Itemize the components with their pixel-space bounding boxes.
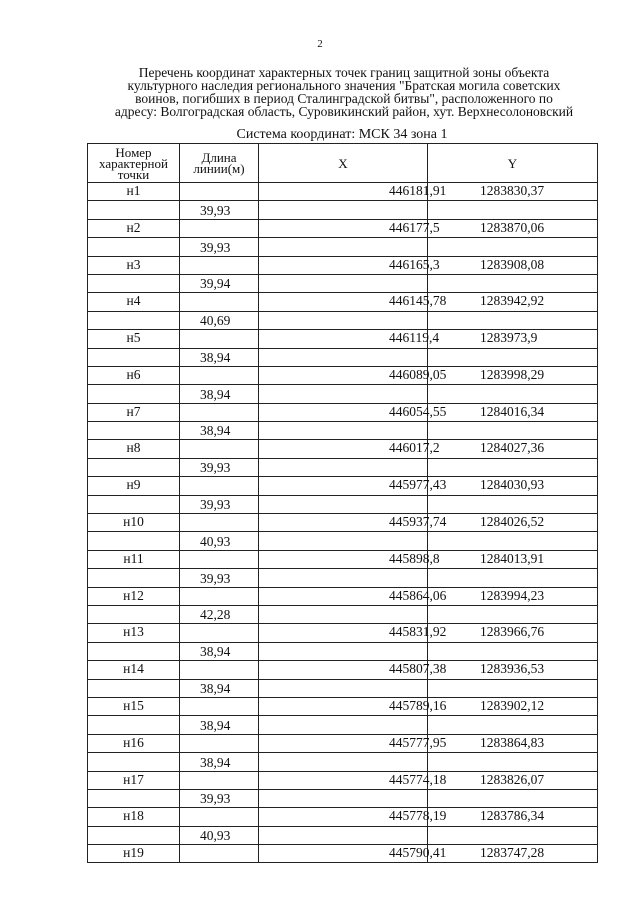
coordinates-table-body [88, 183, 598, 863]
empty-cell [259, 679, 428, 697]
segment-row [88, 201, 598, 219]
empty-cell [180, 661, 259, 679]
x-coordinate-cell: 445864,06 [259, 587, 428, 605]
point-number-cell: н1 [88, 183, 180, 201]
line-length-cell: 39,93 [180, 569, 259, 587]
table-row [88, 550, 598, 568]
x-coordinate-cell: 446017,2 [259, 440, 428, 458]
table-row [88, 293, 598, 311]
header-text: точки [117, 166, 150, 182]
line-length-cell: 40,93 [180, 826, 259, 844]
empty-cell [259, 826, 428, 844]
empty-cell [180, 845, 259, 863]
y-coordinate-cell: 1283908,08 [428, 256, 598, 274]
line-length-cell: 38,94 [180, 753, 259, 771]
segment-row [88, 569, 598, 587]
line-length-cell: 38,94 [180, 716, 259, 734]
empty-cell [428, 422, 598, 440]
empty-cell [180, 808, 259, 826]
y-coordinate-cell: 1283747,28 [428, 845, 598, 863]
x-coordinate-cell: 445777,95 [259, 734, 428, 752]
line-length-cell: 40,93 [180, 532, 259, 550]
empty-cell [259, 311, 428, 329]
empty-cell [259, 458, 428, 476]
empty-cell [88, 716, 180, 734]
y-coordinate-cell: 1284026,52 [428, 514, 598, 532]
empty-cell [428, 642, 598, 660]
empty-cell [259, 422, 428, 440]
page-number: 2 [317, 38, 323, 50]
empty-cell [259, 569, 428, 587]
table-row [88, 366, 598, 384]
segment-row [88, 605, 598, 623]
line-length-cell: 38,94 [180, 385, 259, 403]
empty-cell [180, 219, 259, 237]
point-number-cell: н12 [88, 587, 180, 605]
header-text: Номер [115, 144, 152, 160]
table-row [88, 403, 598, 421]
empty-cell [259, 716, 428, 734]
empty-cell [428, 532, 598, 550]
segment-row [88, 311, 598, 329]
point-number-cell: н19 [88, 845, 180, 863]
y-coordinate-cell: 1284030,93 [428, 477, 598, 495]
x-coordinate-cell: 446145,78 [259, 293, 428, 311]
line-length-cell: 39,93 [180, 201, 259, 219]
segment-row [88, 458, 598, 476]
empty-cell [88, 348, 180, 366]
y-coordinate-cell: 1283936,53 [428, 661, 598, 679]
table-row [88, 587, 598, 605]
table-row [88, 697, 598, 715]
coordinates-table [87, 143, 598, 863]
empty-cell [88, 238, 180, 256]
x-coordinate-cell: 445977,43 [259, 477, 428, 495]
point-number-cell: н18 [88, 808, 180, 826]
empty-cell [180, 734, 259, 752]
y-coordinate-cell: 1283826,07 [428, 771, 598, 789]
title-line: культурного наследия регионального значения "Братская могила советских [127, 78, 561, 93]
empty-cell [180, 550, 259, 568]
empty-cell [180, 256, 259, 274]
segment-row [88, 716, 598, 734]
line-length-cell: 38,94 [180, 348, 259, 366]
empty-cell [259, 605, 428, 623]
empty-cell [428, 716, 598, 734]
header-line-length [180, 144, 259, 183]
empty-cell [428, 605, 598, 623]
point-number-cell: н11 [88, 550, 180, 568]
header-text: характерной [99, 155, 168, 171]
segment-row [88, 422, 598, 440]
empty-cell [88, 826, 180, 844]
table-row [88, 219, 598, 237]
segment-row [88, 679, 598, 697]
x-coordinate-cell: 445937,74 [259, 514, 428, 532]
empty-cell [259, 789, 428, 807]
segment-row [88, 348, 598, 366]
title-line: адресу: Волгоградская область, Суровикинский район, хут. Верхнесолоновский [114, 104, 574, 119]
line-length-cell: 39,94 [180, 274, 259, 292]
header-point-number [88, 144, 180, 183]
point-number-cell: н3 [88, 256, 180, 274]
x-coordinate-cell: 445774,18 [259, 771, 428, 789]
header-x: X [259, 144, 428, 183]
empty-cell [428, 311, 598, 329]
segment-row [88, 532, 598, 550]
empty-cell [88, 274, 180, 292]
table-row [88, 183, 598, 201]
x-coordinate-cell: 446181,91 [259, 183, 428, 201]
y-coordinate-cell: 1283998,29 [428, 366, 598, 384]
table-row [88, 477, 598, 495]
empty-cell [88, 753, 180, 771]
y-coordinate-cell: 1283870,06 [428, 219, 598, 237]
table-row [88, 256, 598, 274]
segment-row [88, 495, 598, 513]
empty-cell [259, 642, 428, 660]
line-length-cell: 39,93 [180, 495, 259, 513]
empty-cell [88, 679, 180, 697]
y-coordinate-cell: 1284013,91 [428, 550, 598, 568]
line-length-cell: 38,94 [180, 642, 259, 660]
empty-cell [180, 514, 259, 532]
empty-cell [88, 458, 180, 476]
empty-cell [88, 605, 180, 623]
x-coordinate-cell: 446165,3 [259, 256, 428, 274]
empty-cell [428, 569, 598, 587]
empty-cell [428, 238, 598, 256]
point-number-cell: н5 [88, 330, 180, 348]
table-row [88, 808, 598, 826]
y-coordinate-cell: 1284027,36 [428, 440, 598, 458]
empty-cell [88, 422, 180, 440]
empty-cell [180, 330, 259, 348]
segment-row [88, 753, 598, 771]
empty-cell [428, 348, 598, 366]
point-number-cell: н7 [88, 403, 180, 421]
empty-cell [88, 311, 180, 329]
empty-cell [259, 753, 428, 771]
empty-cell [180, 477, 259, 495]
y-coordinate-cell: 1284016,34 [428, 403, 598, 421]
line-length-cell: 40,69 [180, 311, 259, 329]
empty-cell [180, 366, 259, 384]
empty-cell [259, 495, 428, 513]
title-line: воинов, погибших в период Сталинградской битвы", расположенного по [135, 91, 553, 106]
point-number-cell: н4 [88, 293, 180, 311]
empty-cell [428, 826, 598, 844]
header-text: Длина [201, 150, 237, 165]
point-number-cell: н17 [88, 771, 180, 789]
empty-cell [180, 771, 259, 789]
point-number-cell: н8 [88, 440, 180, 458]
x-coordinate-cell: 445790,41 [259, 845, 428, 863]
y-coordinate-cell: 1283973,9 [428, 330, 598, 348]
empty-cell [428, 495, 598, 513]
y-coordinate-cell: 1283902,12 [428, 697, 598, 715]
point-number-cell: н14 [88, 661, 180, 679]
empty-cell [259, 532, 428, 550]
segment-row [88, 642, 598, 660]
coordinate-system-label: Система координат: МСК 34 зона 1 [236, 127, 448, 142]
empty-cell [259, 348, 428, 366]
point-number-cell: н9 [88, 477, 180, 495]
table-row [88, 440, 598, 458]
x-coordinate-cell: 446089,05 [259, 366, 428, 384]
line-length-cell: 38,94 [180, 679, 259, 697]
table-row [88, 330, 598, 348]
title-line: Перечень координат характерных точек границ защитной зоны объекта [138, 65, 550, 80]
empty-cell [180, 587, 259, 605]
table-row [88, 661, 598, 679]
empty-cell [428, 274, 598, 292]
y-coordinate-cell: 1283864,83 [428, 734, 598, 752]
x-coordinate-cell: 445807,38 [259, 661, 428, 679]
line-length-cell: 39,93 [180, 458, 259, 476]
segment-row [88, 826, 598, 844]
line-length-cell: 39,93 [180, 238, 259, 256]
empty-cell [180, 624, 259, 642]
segment-row [88, 238, 598, 256]
table-row [88, 845, 598, 863]
empty-cell [180, 403, 259, 421]
y-coordinate-cell: 1283966,76 [428, 624, 598, 642]
x-coordinate-cell: 446054,55 [259, 403, 428, 421]
empty-cell [88, 495, 180, 513]
point-number-cell: н6 [88, 366, 180, 384]
table-row [88, 734, 598, 752]
x-coordinate-cell: 445778,19 [259, 808, 428, 826]
y-coordinate-cell: 1283942,92 [428, 293, 598, 311]
header-text: линии(м) [193, 161, 245, 176]
empty-cell [88, 569, 180, 587]
empty-cell [259, 238, 428, 256]
empty-cell [259, 274, 428, 292]
empty-cell [88, 385, 180, 403]
segment-row [88, 385, 598, 403]
empty-cell [259, 385, 428, 403]
empty-cell [88, 532, 180, 550]
y-coordinate-cell: 1283994,23 [428, 587, 598, 605]
empty-cell [180, 293, 259, 311]
empty-cell [428, 385, 598, 403]
empty-cell [88, 201, 180, 219]
y-coordinate-cell: 1283786,34 [428, 808, 598, 826]
x-coordinate-cell: 446177,5 [259, 219, 428, 237]
empty-cell [428, 458, 598, 476]
empty-cell [180, 697, 259, 715]
line-length-cell: 38,94 [180, 422, 259, 440]
x-coordinate-cell: 445831,92 [259, 624, 428, 642]
line-length-cell: 39,93 [180, 789, 259, 807]
x-coordinate-cell: 445789,16 [259, 697, 428, 715]
segment-row [88, 274, 598, 292]
empty-cell [88, 642, 180, 660]
empty-cell [88, 789, 180, 807]
y-coordinate-cell: 1283830,37 [428, 183, 598, 201]
empty-cell [428, 789, 598, 807]
table-row [88, 624, 598, 642]
point-number-cell: н15 [88, 697, 180, 715]
segment-row [88, 789, 598, 807]
table-row [88, 771, 598, 789]
empty-cell [428, 201, 598, 219]
point-number-cell: н10 [88, 514, 180, 532]
document-title [84, 66, 604, 118]
empty-cell [259, 201, 428, 219]
x-coordinate-cell: 445898,8 [259, 550, 428, 568]
table-row [88, 514, 598, 532]
empty-cell [180, 183, 259, 201]
empty-cell [428, 679, 598, 697]
header-y: Y [428, 144, 598, 183]
line-length-cell: 42,28 [180, 605, 259, 623]
empty-cell [428, 753, 598, 771]
empty-cell [180, 440, 259, 458]
x-coordinate-cell: 446119,4 [259, 330, 428, 348]
table-header-row [88, 144, 598, 183]
point-number-cell: н16 [88, 734, 180, 752]
point-number-cell: н13 [88, 624, 180, 642]
point-number-cell: н2 [88, 219, 180, 237]
